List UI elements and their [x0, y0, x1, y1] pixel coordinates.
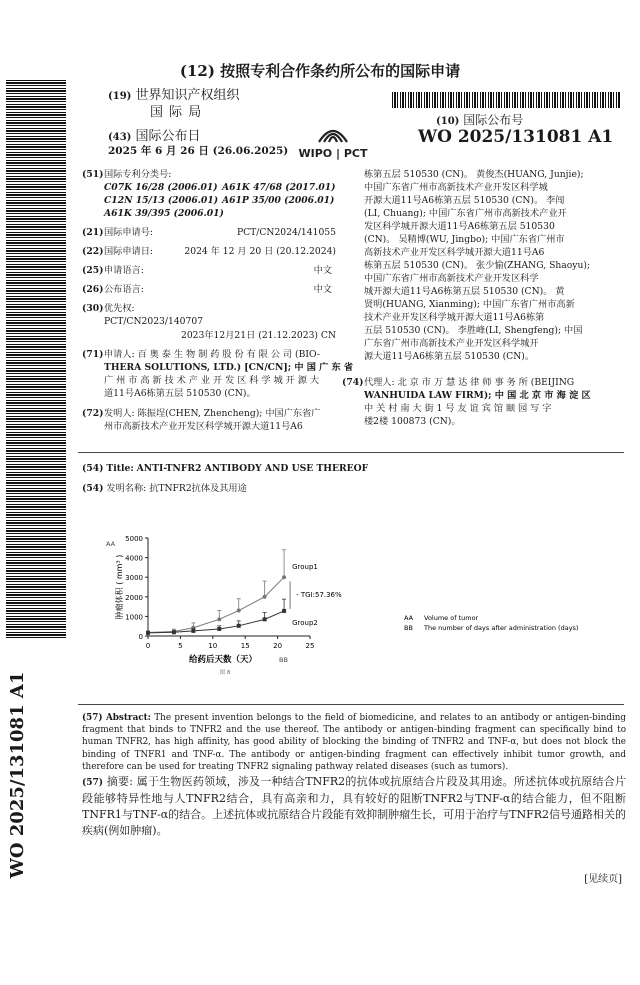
ipc-label: 国际专利分类号: — [104, 169, 172, 180]
y-axis-label: 肿瘤体积 ( mm³ ) — [115, 554, 124, 620]
divider — [78, 452, 624, 453]
filing-date-label: 国际申请日: — [104, 246, 154, 257]
data-point — [146, 631, 150, 635]
y-tick-label: 1000 — [125, 613, 143, 622]
agent-line: 代理人: 北 京 市 万 慧 达 律 师 事 务 所 (BEIJING — [364, 377, 575, 388]
inventor-line: 广东省广州市高新技术产业开发区科学城开 — [364, 338, 539, 349]
abstract-cn: (57) 摘要: 属于生物医药领域，涉及一种结合TNFR2的抗体或抗原结合片段及其用途。所述抗体或抗原结合片段能够特异性地与人TNFR2结合，具有高亲和力，具有较好的阻断TNFR2与TNF-α的结合能力，但不阻断TNFR1与TNF-α的结合。上述抗体或抗原结合片段能有效抑制肿瘤生长，可用于治疗与TNFR2信号通路相关的疾病(例如肿瘤)。 — [82, 775, 626, 837]
app-number-value: PCT/CN2024/141055 — [236, 227, 336, 238]
applicant-line: 道11号A6栋第五层 510530 (CN)。 — [104, 388, 256, 399]
agent-line: WANHUIDA LAW FIRM); 中 国 北 京 市 海 淀 区 — [364, 390, 591, 401]
app-number-label: 国际申请号: — [104, 227, 154, 238]
continued-note: [见续页] — [584, 874, 622, 885]
data-point — [282, 609, 286, 613]
y-tick-label: 4000 — [125, 554, 143, 563]
pub-date-value: 2025 年 6 月 26 日 (26.06.2025) — [108, 145, 289, 157]
inventor-line: 城开源大道11号A6栋第五层 510530 (CN)。 黄 — [364, 286, 565, 297]
priority-date: 2023年12月21日 (21.12.2023) CN — [180, 330, 336, 341]
series-line — [148, 577, 284, 632]
inventor-line: 开源大道11号A6栋第五层 510530 (CN)。 李闯 — [364, 195, 565, 206]
series-label: Group1 — [292, 563, 318, 572]
document-title: (12) 按照专利合作条约所公布的国际申请 — [179, 62, 461, 80]
legend-code: AA — [404, 614, 414, 622]
data-point — [237, 624, 241, 628]
title-cn: (54) 发明名称: 抗TNFR2抗体及其用途 — [82, 483, 247, 494]
filing-language-label: 申请语言: — [104, 265, 144, 276]
title-en: (54) Title: ANTI-TNFR2 ANTIBODY AND USE THEREOF — [82, 463, 369, 474]
x-axis-label: 给药后天数（天） — [188, 655, 258, 665]
vertical-barcode — [6, 80, 66, 640]
x-tick-label: 15 — [240, 642, 250, 650]
filing-language-value: 中文 — [313, 265, 332, 276]
annotation-text: - TGI:57.36% — [296, 591, 342, 600]
divider — [78, 704, 624, 705]
wipo-emblem-icon — [294, 112, 372, 162]
inventor-line: 技术产业开发区科学城开源大道11号A6栋第 — [364, 312, 545, 323]
x-axis-code: BB — [279, 656, 288, 664]
wipo-logo — [294, 112, 372, 166]
agent-line: 中 关 村 南 大 街 1 号 友 谊 宾 馆 颐 园 写 字 — [364, 403, 552, 414]
org-sub: 国 际 局 — [150, 105, 203, 120]
legend-text: Volume of tumor — [424, 614, 479, 622]
series-label: Group2 — [292, 618, 318, 627]
ipc-code: A61K 47/68 (2017.01) — [222, 182, 336, 193]
inventor-line: 高新技术产业开发区科学城开源大道11号A6 — [364, 247, 545, 258]
data-point — [172, 630, 176, 634]
applicant-line: THERA SOLUTIONS, LTD.) [CN/CN]; 中 国 广 东 省 — [104, 362, 354, 373]
ipc-code: C12N 15/13 (2006.01) — [104, 195, 219, 206]
data-point — [263, 617, 267, 621]
data-point — [217, 627, 221, 631]
inventor-line: 州市高新技术产业开发区科学城开源大道11号A6 — [104, 421, 303, 432]
x-tick-label: 10 — [208, 642, 218, 650]
ipc-code: A61P 35/00 (2006.01) — [222, 195, 335, 206]
data-point — [263, 595, 267, 599]
inventor-line: 贤明(HUANG, Xianming); 中国广东省广州市高新 — [364, 299, 575, 310]
y-tick-label: 5000 — [125, 535, 143, 543]
data-point — [191, 629, 195, 633]
inventor-line: (CN)。 吴精博(WU, Jingbo); 中国广东省广州市 — [364, 234, 565, 245]
abstract-en: (57) Abstract: The present invention belongs to the field of biomedicine, and relates to an antibody or antigen-binding fragment that binds to TNFR2 and the use thereof. The antibody or antigen-binding fragment can specifically bind to human TNFR2, has high affinity, has good ability of blocking the binding of TNFR2 and TNF-α, but does not block the binding of TNFR1 and TNF-α. The antibody or antigen-binding fragment can effectively inhibit tumor growth, and therefore can be used for treating TNFR2 signaling pathway related diseases (such as tumors). — [82, 713, 627, 772]
side-publication-number: WO 2025/131081 A1 — [7, 671, 28, 879]
org-name: 世界知识产权组织 — [135, 88, 240, 103]
inventor-line: 源大道11号A6栋第五层 510530 (CN)。 — [364, 351, 535, 362]
publication-number: WO 2025/131081 A1 — [418, 127, 614, 147]
data-point — [237, 609, 241, 613]
inventor-line: 中国广东省广州市高新技术产业开发区科学城 — [364, 182, 548, 193]
y-tick-label: 2000 — [125, 593, 143, 602]
inventor-line: 栋第五层 510530 (CN)。 张少愉(ZHANG, Shaoyu); — [364, 260, 591, 271]
x-tick-label: 5 — [178, 642, 183, 650]
pub-language-value: 中文 — [313, 284, 332, 295]
pub-language-label: 公布语言: — [104, 284, 144, 295]
filing-date-value: 2024 年 12 月 20 日 (20.12.2024) — [184, 246, 336, 257]
data-point — [217, 617, 221, 621]
inventor-line: 五层 510530 (CN)。 李胜峰(LI, Shengfeng); 中国 — [364, 325, 583, 336]
ipc-code: C07K 16/28 (2006.01) — [104, 182, 218, 193]
figure-label: 图 8 — [219, 670, 231, 676]
horizontal-barcode — [392, 92, 620, 108]
org-line: (19) 世界知识产权组织 — [108, 88, 240, 103]
inventor-line: 中国广东省广州市高新技术产业开发区科学 — [364, 273, 539, 284]
pub-date-line: (43) 国际公布日 — [108, 129, 201, 144]
x-tick-label: 20 — [273, 642, 283, 650]
agent-line: 楼2楼 100873 (CN)。 — [364, 416, 461, 427]
y-tick-label: 3000 — [125, 574, 143, 583]
applicant-line: 广 州 市 高 新 技 术 产 业 开 发 区 科 学 城 开 源 大 — [104, 375, 320, 386]
priority-number: PCT/CN2023/140707 — [104, 316, 204, 327]
legend-text: The number of days after administration (days) — [424, 624, 579, 632]
tumor-volume-chart — [80, 528, 626, 698]
x-tick-label: 0 — [145, 642, 151, 650]
pubno-line: (10) 国际公布号 — [436, 113, 524, 127]
wipo-logo-text: WIPO | PCT — [298, 147, 368, 160]
priority-label: 优先权: — [104, 303, 135, 314]
inventor-line: 发明人: 陈振埕(CHEN, Zhencheng); 中国广东省广 — [104, 408, 321, 419]
series-line — [148, 611, 284, 633]
inventor-line: (LI, Chuang); 中国广东省广州市高新技术产业开 — [364, 208, 567, 219]
x-tick-label: 25 — [305, 642, 315, 650]
applicant-line: 申请人: 百 奥 泰 生 物 制 药 股 份 有 限 公 司 (BIO- — [104, 349, 320, 360]
inventor-line: 发区科学城开源大道11号A6栋第五层 510530 — [364, 221, 555, 232]
inventor-line: 栋第五层 510530 (CN)。 黄俊杰(HUANG, Junjie); — [364, 169, 584, 180]
legend-code: BB — [404, 624, 413, 632]
data-point — [282, 575, 286, 579]
y-axis-code: AA — [106, 540, 116, 548]
ipc-code: A61K 39/395 (2006.01) — [104, 208, 224, 219]
y-tick-label: 0 — [138, 633, 143, 641]
